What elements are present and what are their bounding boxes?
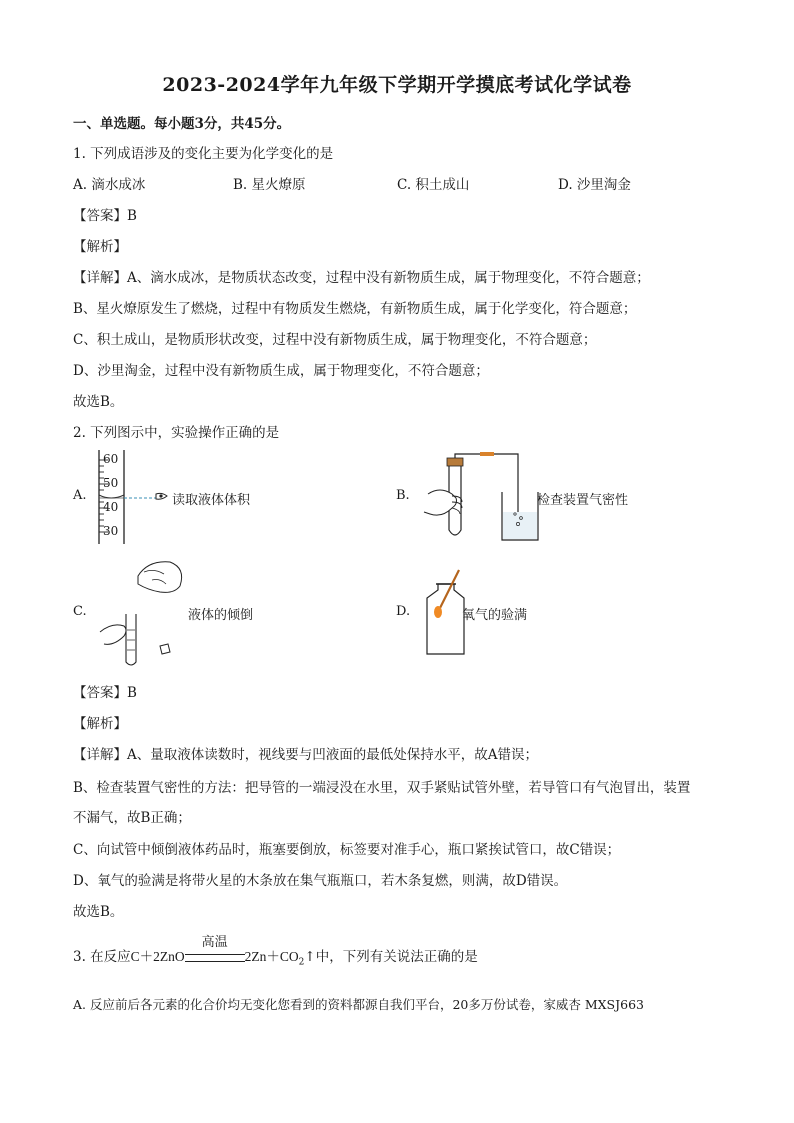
q3-gas-arrow: ↑ — [304, 949, 316, 965]
page-title: 2023-2024学年九年级下学期开学摸底考试化学试卷 — [162, 74, 632, 96]
q2-detail-line: 不漏气，故B正确； — [73, 810, 191, 826]
q2-label-a: 读取液体体积 — [172, 493, 251, 508]
cylinder-tick-label: 40 — [103, 500, 119, 514]
q1-answer: 【答案】B — [73, 208, 137, 224]
q2-letter-b: B. — [396, 488, 410, 503]
pouring-liquid-figure — [94, 556, 194, 668]
cylinder-tick-label: 30 — [103, 524, 119, 538]
q2-analysis-label: 【解析】 — [73, 716, 127, 732]
q3-reactants: C＋2ZnO — [130, 949, 185, 964]
q3-stem — [73, 935, 478, 968]
q1-stem: 1. 下列成语涉及的变化主要为化学变化的是 — [73, 146, 334, 162]
q2-answer: 【答案】B — [73, 685, 137, 701]
q2-letter-c: C. — [73, 604, 87, 619]
q3-stem-suffix: 中，下列有关说法正确的是 — [315, 949, 478, 965]
cylinder-tick-label: 60 — [103, 452, 119, 466]
q2-letter-d: D. — [396, 604, 411, 619]
q2-detail-line: D、氧气的验满是将带火星的木条放在集气瓶瓶口，若木条复燃，则满，故D错误。 — [73, 873, 568, 889]
cylinder-tick-label: 50 — [103, 476, 119, 490]
q3-products: 2Zn＋CO — [244, 949, 299, 964]
q3-option-a: A. 反应前后各元素的化合价均无变化您看到的资料都源自我们平台，20多万份试卷，家威杏 MXSJ663 — [73, 997, 644, 1012]
q1-detail-line: B、星火燎原发生了燃烧，过程中有物质发生燃烧，有新物质生成，属于化学变化，符合题意； — [73, 301, 637, 317]
q2-label-c: 液体的倾倒 — [188, 608, 254, 623]
q3-products-subscript: 2 — [298, 957, 305, 968]
q1-detail-line: C、积土成山，是物质形状改变，过程中没有新物质生成，属于物理变化，不符合题意； — [73, 332, 597, 348]
q2-label-d: 氧气的验满 — [462, 608, 528, 623]
q2-detail-line: 故选B。 — [73, 904, 124, 920]
q1-option-c: C. 积土成山 — [397, 177, 470, 193]
q1-detail-line: D、沙里淘金，过程中没有新物质生成，属于物理变化，不符合题意； — [73, 363, 489, 379]
q2-label-b: 检查装置气密性 — [537, 493, 629, 508]
q1-analysis-label: 【解析】 — [73, 239, 127, 255]
q1-option-d: D. 沙里淘金 — [558, 177, 631, 193]
q1-option-a: A. 滴水成冰 — [73, 177, 146, 193]
airtightness-apparatus-figure — [418, 452, 543, 544]
q1-option-b: B. 星火燎原 — [233, 177, 306, 193]
q2-detail-line: C、向试管中倾倒液体药品时，瓶塞要倒放，标签要对准手心，瓶口紧挨试管口，故C错误； — [73, 842, 621, 858]
q2-detail-line: 【详解】A、量取液体读数时，视线要与凹液面的最低处保持水平，故A错误； — [73, 747, 538, 763]
q1-detail-line: 故选B。 — [73, 394, 124, 410]
section-heading: 一、单选题。每小题3分，共45分。 — [73, 116, 291, 132]
q3-condition-text: 高温 — [201, 935, 228, 950]
q3-reaction-condition — [185, 935, 245, 965]
q3-stem-prefix: 3. 在反应 — [73, 949, 131, 965]
q2-letter-a: A. — [73, 488, 87, 503]
q1-detail-line: 【详解】A、滴水成冰，是物质状态改变，过程中没有新物质生成，属于物理变化，不符合题意； — [73, 270, 650, 286]
q2-detail-line: B、检查装置气密性的方法：把导管的一端浸没在水里，双手紧贴试管外壁，若导管口有气泡冒出，装置 — [73, 780, 691, 796]
q2-stem: 2. 下列图示中，实验操作正确的是 — [73, 425, 280, 441]
